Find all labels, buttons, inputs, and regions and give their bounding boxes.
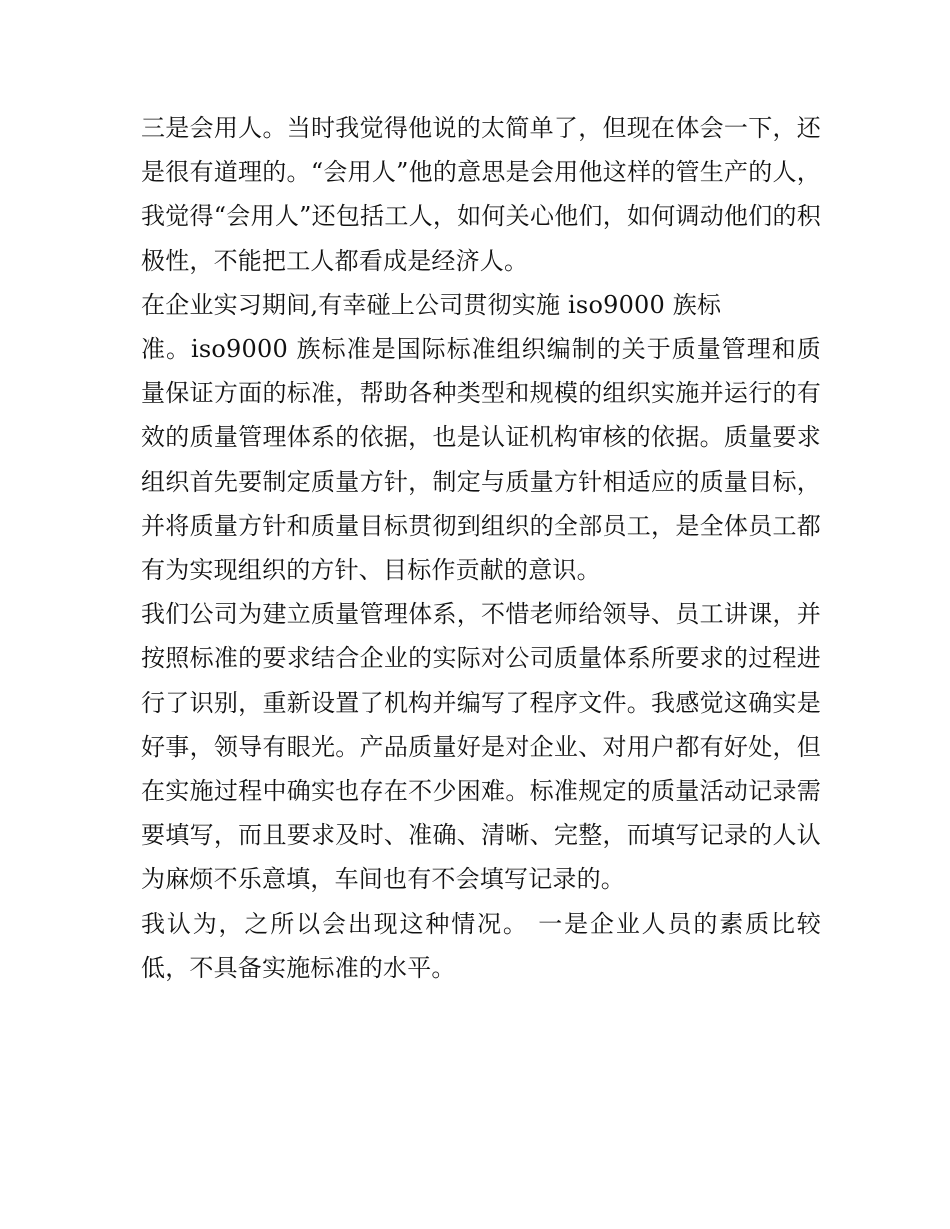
paragraph-4: 我们公司为建立质量管理体系，不惜老师给领导、员工讲课，并按照标准的要求结合企业的实际对公司质量体系所要求的过程进行了识别，重新设置了机构并编写了程序文件。我感觉这确实是好事，领导有眼光。产品质量好是对企业、对用户都有好处，但在实施过程中确实也存在不少困难。标准规定的质量活动记录需要填写，而且要求及时、准确、清晰、完整，而填写记录的人认为麻烦不乐意填，车间也有不会填写记录的。 xyxy=(141,600,821,894)
document-body xyxy=(141,106,821,990)
paragraph-2: 在企业实习期间,有幸碰上公司贯彻实施 iso9000 族标 xyxy=(141,290,722,319)
paragraph-5: 我认为，之所以会出现这种情况。 一是企业人员的素质比较低，不具备实施标准的水平。 xyxy=(141,909,821,982)
paragraph-3: 准。iso9000 族标准是国际标准组织编制的关于质量管理和质量保证方面的标准，帮助各种类型和规模的组织实施并运行的有效的质量管理体系的依据，也是认证机构审核的依据。质量要求组织首先要制定质量方针，制定与质量方针相适应的质量目标，并将质量方针和质量目标贯彻到组织的全部员工，是全体员工都有为实现组织的方针、目标作贡献的意识。 xyxy=(141,335,821,585)
paragraph-1: 三是会用人。当时我觉得他说的太简单了，但现在体会一下，还是很有道理的。“会用人”他的意思是会用他这样的管生产的人，我觉得“会用人”还包括工人，如何关心他们，如何调动他们的积极性，不能把工人都看成是经济人。 xyxy=(141,114,821,275)
